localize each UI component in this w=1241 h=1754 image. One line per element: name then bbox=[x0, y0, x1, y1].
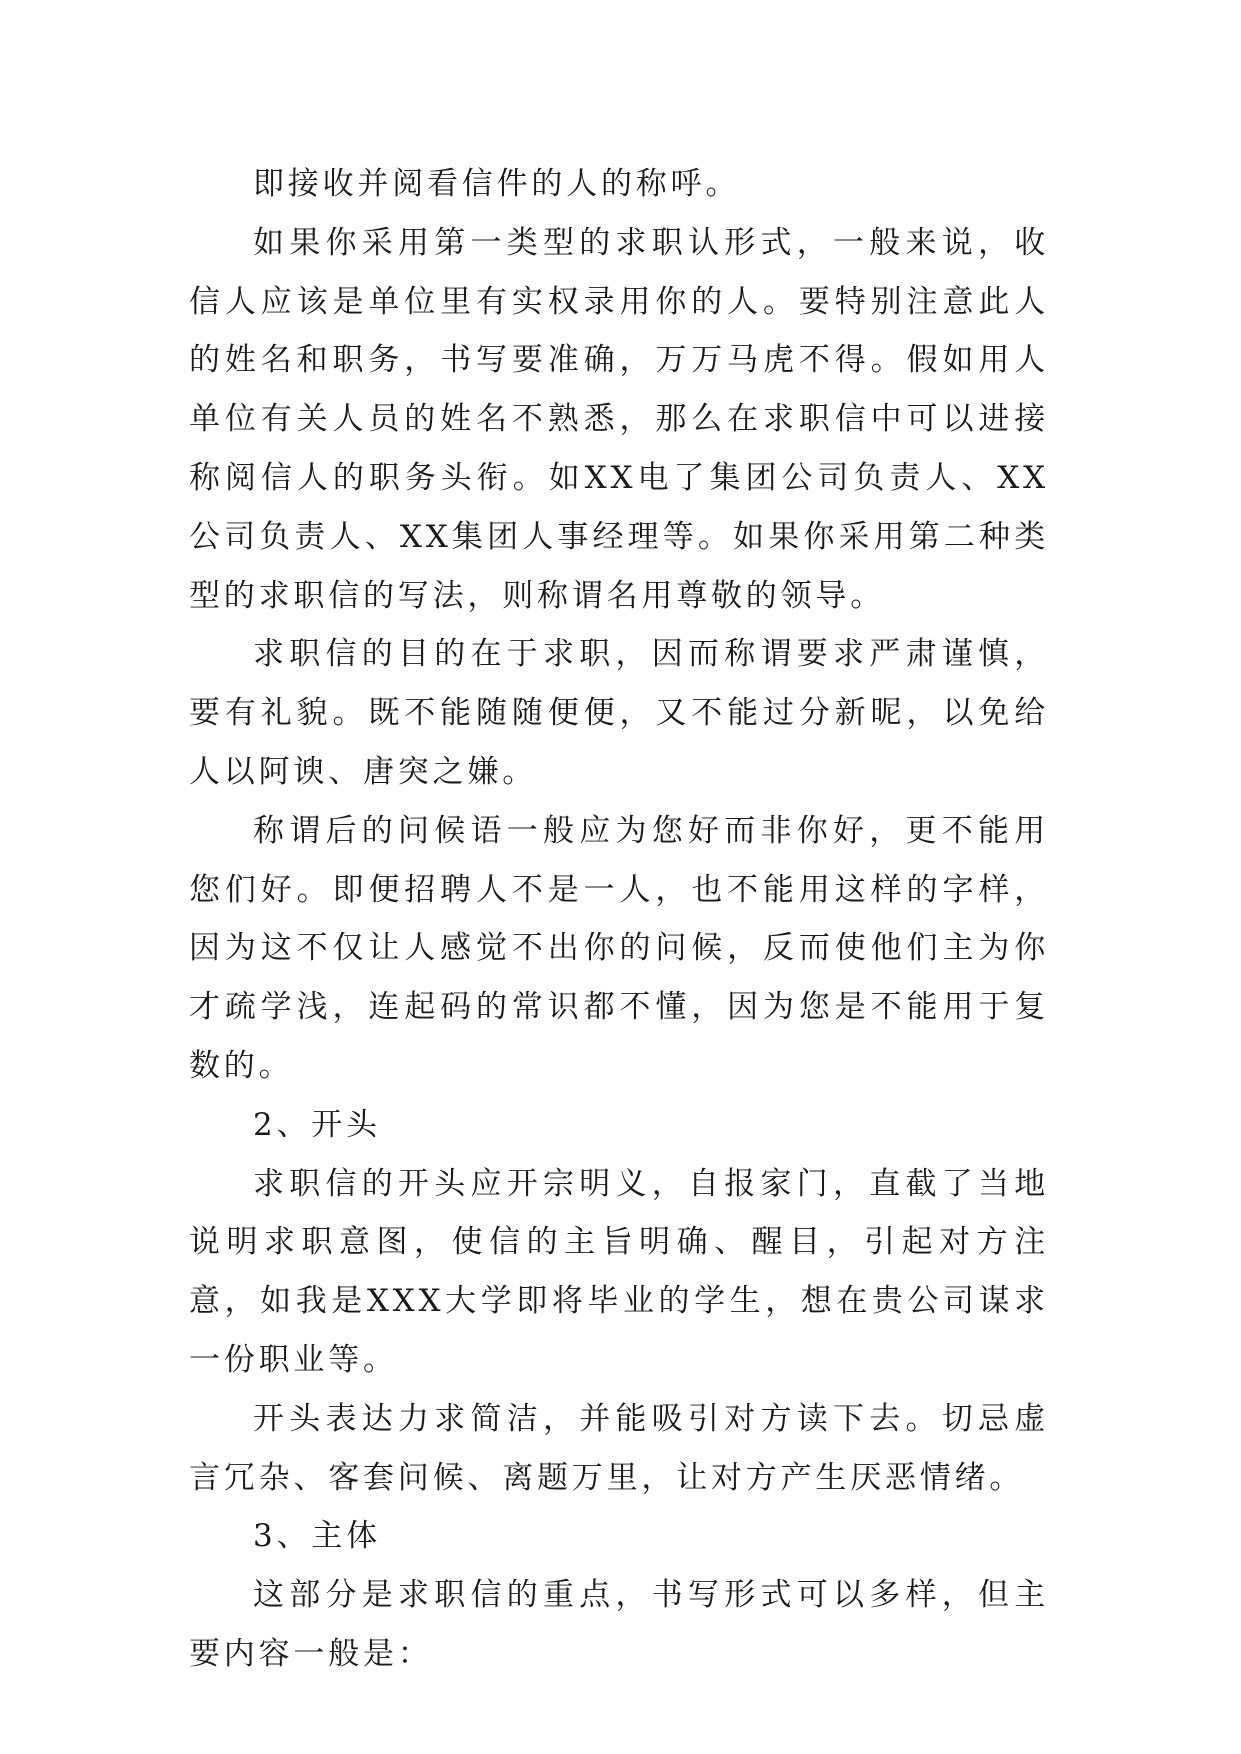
document-body bbox=[189, 155, 1049, 1684]
section-heading-body: 3、主体 bbox=[253, 1518, 381, 1555]
paragraph-opening-brevity: 开头表达力求简洁，并能吸引对方读下去。切忌虚言冗杂、客套问候、离题万里，让对方产生厌恶情绪。 bbox=[189, 1400, 1049, 1496]
paragraph-body-content: 这部分是求职信的重点，书写形式可以多样，但主要内容一般是： bbox=[189, 1577, 1049, 1672]
paragraph-salutation-definition: 即接收并阅看信件的人的称呼。 bbox=[253, 166, 741, 202]
paragraph-opening-intent: 求职信的开头应开宗明义，自报家门，直截了当地说明求职意图，使信的主旨明确、醒目，引起对方注意，如我是XXX大学即将毕业的学生，想在贵公司谋求一份职业等。 bbox=[189, 1165, 1049, 1378]
paragraph-recipient-form: 如果你采用第一类型的求职认形式，一般来说，收信人应该是单位里有实权录用你的人。要特别注意此人的姓名和职务，书写要准确，万万马虎不得。假如用人单位有关人员的姓名不熟悉，那么在求职信中可以进接称阅信人的职务头衔。如XX电了集团公司负责人、XX公司负责人、XX集团人事经理等。如果你采用第二种类型的求职信的写法，则称谓名用尊敬的领导。 bbox=[189, 224, 1049, 614]
section-heading-opening: 2、开头 bbox=[253, 1106, 381, 1143]
paragraph-greeting: 称谓后的问候语一般应为您好而非你好，更不能用您们好。即便招聘人不是一人，也不能用这样的字样，因为这不仅让人感觉不出你的问候，反而使他们主为你才疏学浅，连起码的常识都不懂，因为您是不能用于复数的。 bbox=[189, 812, 1049, 1084]
paragraph-salutation-tone: 求职信的目的在于求职，因而称谓要求严肃谨慎，要有礼貌。既不能随随便便，又不能过分新昵，以免给人以阿谀、唐突之嫌。 bbox=[189, 636, 1049, 790]
